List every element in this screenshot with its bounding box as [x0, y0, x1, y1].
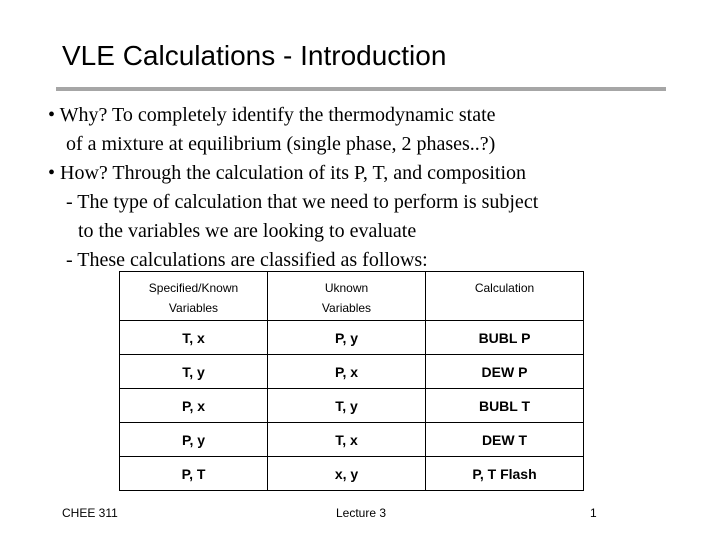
slide-title: VLE Calculations - Introduction — [62, 40, 447, 71]
table-row — [120, 423, 584, 457]
calculation-cell: DEW P — [426, 355, 584, 389]
header-known-variables: Specified/Known Variables — [120, 272, 268, 321]
header-calculation: Calculation — [426, 272, 584, 321]
calculation-cell: BUBL P — [426, 321, 584, 355]
calculation-cell: BUBL T — [426, 389, 584, 423]
sub-bullet-classified: - These calculations are classified as follows: — [66, 249, 428, 271]
bullet-how: • How? Through the calculation of its P, T, and composition — [48, 162, 527, 184]
unknown-cell: x, y — [268, 457, 426, 491]
bullet-why: • Why? To completely identify the thermodynamic state — [48, 104, 496, 126]
calculation-cell: DEW T — [426, 423, 584, 457]
footer-page-number: 1 — [590, 506, 597, 520]
known-cell: T, x — [120, 321, 268, 355]
sub-bullet-type-continued: to the variables we are looking to evaluate — [78, 220, 417, 242]
table-row — [120, 389, 584, 423]
unknown-cell: T, x — [268, 423, 426, 457]
known-cell: P, y — [120, 423, 268, 457]
sub-bullet-type: - The type of calculation that we need to perform is subject — [66, 191, 539, 213]
vle-calculation-table — [119, 271, 584, 491]
table-row — [120, 321, 584, 355]
unknown-cell: T, y — [268, 389, 426, 423]
table-row — [120, 355, 584, 389]
table-row — [120, 457, 584, 491]
footer-course: CHEE 311 — [62, 506, 118, 520]
bullet-list — [48, 101, 708, 275]
unknown-cell: P, y — [268, 321, 426, 355]
title-divider — [56, 87, 666, 91]
known-cell: P, T — [120, 457, 268, 491]
known-cell: P, x — [120, 389, 268, 423]
known-cell: T, y — [120, 355, 268, 389]
unknown-cell: P, x — [268, 355, 426, 389]
footer-lecture: Lecture 3 — [336, 506, 387, 520]
calculation-cell: P, T Flash — [426, 457, 584, 491]
bullet-why-continued: of a mixture at equilibrium (single phase, 2 phases..?) — [66, 133, 496, 155]
table-header-row — [120, 272, 584, 321]
header-unknown-variables: Uknown Variables — [268, 272, 426, 321]
